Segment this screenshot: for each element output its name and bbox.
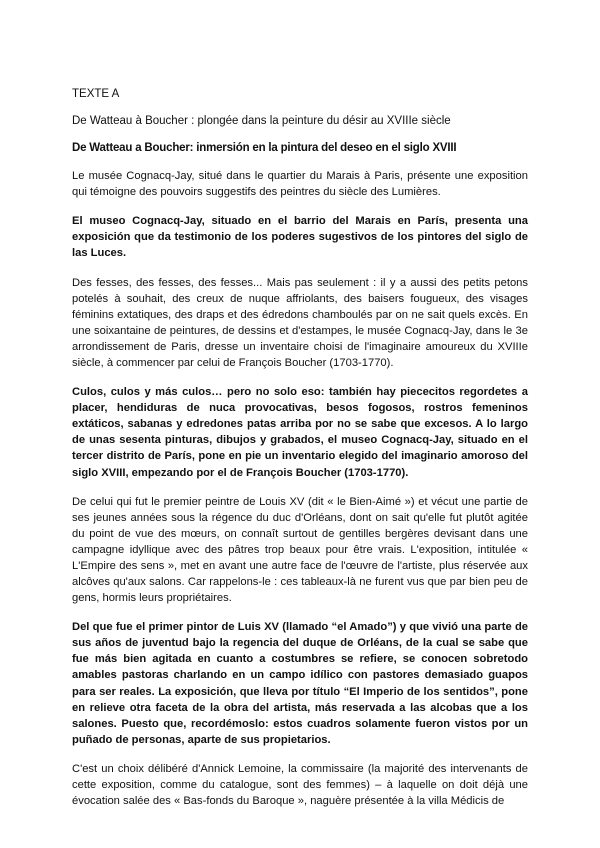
paragraph-french: C'est un choix délibéré d'Annick Lemoine, la commissaire (la majorité des intervenants de cette exposition, comme du catalogue, sont des femmes) – à laquelle on doit déjà une évocation salée des « Bas-fonds du Baroque », naguère présentée à la villa Médicis de [72,763,528,808]
title-spanish: De Watteau a Boucher: inmersión en la pintura del deseo en el siglo XVIII [72,142,457,154]
paragraph-spanish: Del que fue el primer pintor de Luis XV (llamado “el Amado”) y que vivió una parte de sus años de juventud bajo la regencia del duque de Orléans, de la cual se sabe que fue más bien agitada en cuanto a costumbres se refiere, se conocen sobretodo amables pastoras charlando en un campo idílico con pastores demasiado guapos para ser reales. La exposición, que lleva por título “El Imperio de los sentidos”, pone en relieve otra faceta de la obra del artista, más reservada a las alcobas que a los salones. Puesto que, recordémoslo: estos cuadros solamente fueron vistos por un puñado de personas, aparte de sus propietarios. [72,620,528,747]
paragraph-spanish: Culos, culos y más culos… pero no solo eso: también hay piececitos regordetes a placer, hendiduras de nuca provocativas, besos fogosos, rostros femeninos extáticos, sabanas y edredones patas arriba por no se sabe que excesos. A lo largo de unas sesenta pinturas, dibujos y grabados, el museo Cognacq-Jay, situado en el tercer distrito de París, pone en pie un inventario elegido del imaginario amoroso del siglo XVIII, empezando por el de François Boucher (1703-1770). [72,385,528,479]
paragraph-spanish: El museo Cognacq-Jay, situado en el barrio del Marais en París, presenta una exposición que da testimonio de los poderes sugestivos de los pintores del siglo de las Luces. [72,215,528,260]
paragraph-french: Le musée Cognacq-Jay, situé dans le quartier du Marais à Paris, présente une exposition qui témoigne des pouvoirs suggestifs des peintres du siècle des Lumières. [72,170,528,198]
document-label: TEXTE A [72,88,120,100]
paragraph-french: Des fesses, des fesses, des fesses... Mais pas seulement : il y a aussi des petits petons potelés à souhait, des creux de nuque affriolants, des baisers fougueux, des visages féminins extatiques, des draps et des édredons chamboulés par on ne sait quels excès. En une soixantaine de peintures, de dessins et d'estampes, le musée Cognacq-Jay, dans le 3e arrondissement de Paris, dresse un inventaire choisi de l'imaginaire amoureux du XVIIIe siècle, à commencer par celui de François Boucher (1703-1770). [72,276,528,369]
paragraph-french: De celui qui fut le premier peintre de Louis XV (dit « le Bien-Aimé ») et vécut une partie de ses jeunes années sous la régence du duc d'Orléans, dont on sait qu'elle fut plutôt agitée du point de vue des mœurs, on connaît surtout de gentilles bergères devisant dans une campagne idyllique avec des pâtres trop beaux pour être vrais. L'exposition, intitulée « L'Empire des sens », met en avant une autre face de l'œuvre de l'artiste, plus réservée aux alcôves qu'aux salons. Car rappelons-le : ces tableaux-là ne furent vus que par bien peu de gens, hormis leurs propriétaires. [72,495,528,604]
title-french: De Watteau à Boucher : plongée dans la peinture du désir au XVIIIe siècle [72,115,451,127]
